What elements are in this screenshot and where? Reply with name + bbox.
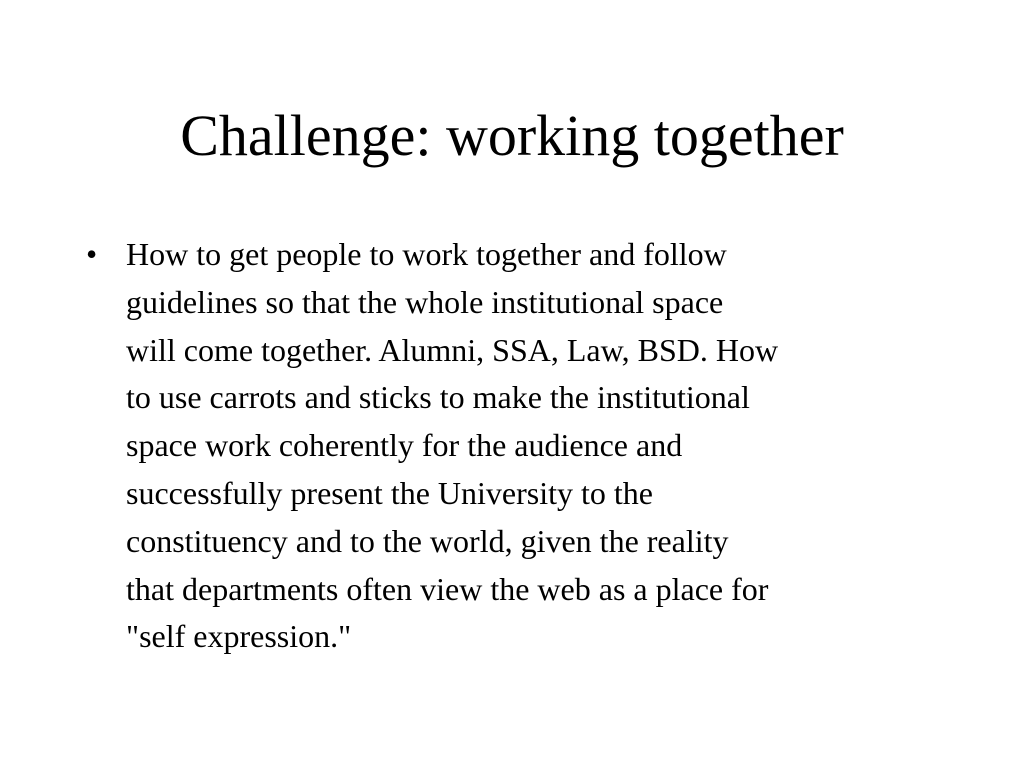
bullet-list bbox=[86, 231, 956, 661]
bullet-text: How to get people to work together and follow guidelines so that the whole institutional space will come together. Alumni, SSA, Law, BSD. How to use carrots and sticks to make the institutional space work coherently for the audience and successfully present the University to the constituency and to the world, given the reality that departments often view the web as a place for "self expression." bbox=[126, 236, 779, 655]
slide-title: Challenge: working together bbox=[180, 103, 844, 168]
bullet-icon: • bbox=[86, 236, 98, 272]
bullet-item bbox=[86, 231, 956, 661]
